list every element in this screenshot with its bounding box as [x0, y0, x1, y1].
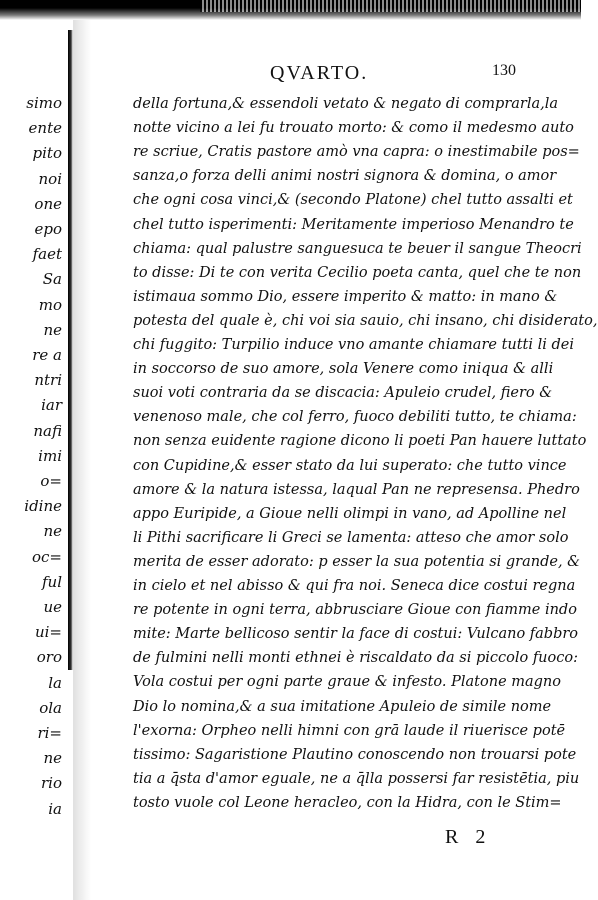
facing-page-line: nafi	[33, 421, 62, 440]
facing-page-line: ri=	[37, 724, 62, 742]
facing-page-line: ne	[43, 749, 62, 768]
text-line: Vola costui per ogni parte graue & infesto. Platone magno	[133, 674, 561, 691]
text-line: in cielo et nel abisso & qui fra noi. Seneca dice costui regna	[133, 578, 576, 594]
facing-page-fragment	[0, 20, 66, 900]
text-line: chel tutto isperimenti: Meritamente imperioso Menandro te	[133, 216, 574, 233]
facing-page-line: ente	[28, 119, 62, 138]
text-line: potesta del quale è, chi voi sia sauio, chi insano, chi disiderato,	[133, 312, 598, 329]
text-line: l'exorna: Orpheo nelli himni con grā laude il riuerisce potē	[133, 722, 566, 739]
facing-page-line: la	[48, 673, 62, 692]
facing-page-line: noi	[38, 169, 62, 188]
facing-page-line: ne	[43, 320, 62, 339]
text-line: venenoso male, che col ferro, fuoco debiliti tutto, te chiama:	[133, 409, 577, 426]
gutter-shadow	[73, 20, 91, 900]
text-line: Dio lo nomina,& a sua imitatione Apuleio de simile nome	[133, 698, 552, 715]
facing-page-line: idine	[24, 497, 62, 516]
text-line: de fulmini nelli monti ethnei è riscaldato da si piccolo fuoco:	[133, 650, 578, 667]
text-line: con Cupidine,& esser stato da lui superato: che tutto vince	[133, 457, 567, 474]
text-line: chiama: qual palustre sanguesuca te beuer il sangue Theocri	[133, 240, 582, 257]
text-line: istimaua sommo Dio, essere imperito & matto: in mano &	[133, 288, 558, 305]
facing-page-line: epo	[34, 220, 62, 238]
facing-page-line: Sa	[42, 270, 62, 289]
text-line: amore & la natura istessa, laqual Pan ne represensa. Phedro	[133, 481, 580, 498]
text-line: merita de esser adorato: p esser la sua potentia si grande, &	[133, 553, 581, 570]
facing-page-line: imi	[38, 446, 62, 465]
text-line: sanza,o forza delli animi nostri signora & domina, o amor	[133, 168, 557, 185]
facing-page-line: ne	[43, 522, 62, 541]
text-line: tissimo: Sagaristione Plautino conoscendo non trouarsi pote	[133, 746, 577, 763]
facing-page-line: iar	[41, 396, 62, 415]
text-line: appo Euripide, a Gioue nelli olimpi in vano, ad Apolline nel	[133, 505, 567, 522]
text-line: re scriue, Cratis pastore amò vna capra: o inestimabile pos=	[133, 144, 580, 161]
facing-page-line: ia	[48, 799, 62, 818]
text-line: tosto vuole col Leone heracleo, con la Hidra, con le Stim=	[133, 794, 562, 811]
text-line: suoi voti contraria da se discacia: Apuleio crudel, fiero &	[133, 385, 553, 402]
text-line: re potente in ogni terra, abbrusciare Gioue con fiamme indo	[133, 602, 577, 619]
text-line: li Pithi sacrificare li Greci se lamenta: atteso che amor solo	[133, 529, 569, 546]
page-number: 130	[492, 62, 516, 79]
facing-page-line: pito	[32, 144, 62, 163]
facing-page-line: re a	[32, 346, 62, 364]
page-top-hatch	[200, 0, 581, 12]
text-line: non senza euidente ragione dicono li poeti Pan hauere luttato	[133, 433, 587, 450]
facing-page-line: ntri	[34, 371, 62, 390]
facing-page-line: one	[34, 194, 62, 213]
text-line: che ogni cosa vinci,& (secondo Platone) chel tutto assalti et	[133, 192, 573, 209]
facing-page-line: faet	[32, 245, 62, 264]
facing-page-line: ui=	[34, 623, 62, 642]
facing-page-line: ue	[43, 598, 62, 616]
facing-page-line: ful	[41, 572, 62, 591]
facing-page-line: oc=	[32, 547, 62, 566]
signature-mark: R 2	[445, 826, 492, 848]
running-head: QVARTO.	[270, 62, 369, 84]
text-line: in soccorso de suo amore, sola Venere como iniqua & alli	[133, 361, 554, 378]
text-line: to disse: Di te con verita Cecilio poeta canta, quel che te non	[133, 264, 582, 281]
facing-page-line: oro	[36, 648, 62, 667]
facing-page-line: o=	[40, 472, 62, 490]
text-line: tia a q̄sta d'amor eguale, ne a q̄lla possersi far resistētia, piu	[133, 770, 580, 787]
text-line: della fortuna,& essendoli vetato & negato di comprarla,la	[133, 96, 559, 112]
facing-page-line: mo	[38, 295, 62, 314]
facing-page-line: rio	[41, 774, 62, 793]
text-line: notte vicino a lei fu trouato morto: & como il medesmo auto	[133, 120, 574, 137]
facing-page-line: simo	[26, 94, 62, 112]
text-line: chi fuggito: Turpilio induce vno amante chiamare tutti li dei	[133, 337, 575, 353]
facing-page-line: ola	[39, 698, 62, 717]
text-line: mite: Marte bellicoso sentir la face di costui: Vulcano fabbro	[133, 626, 579, 643]
